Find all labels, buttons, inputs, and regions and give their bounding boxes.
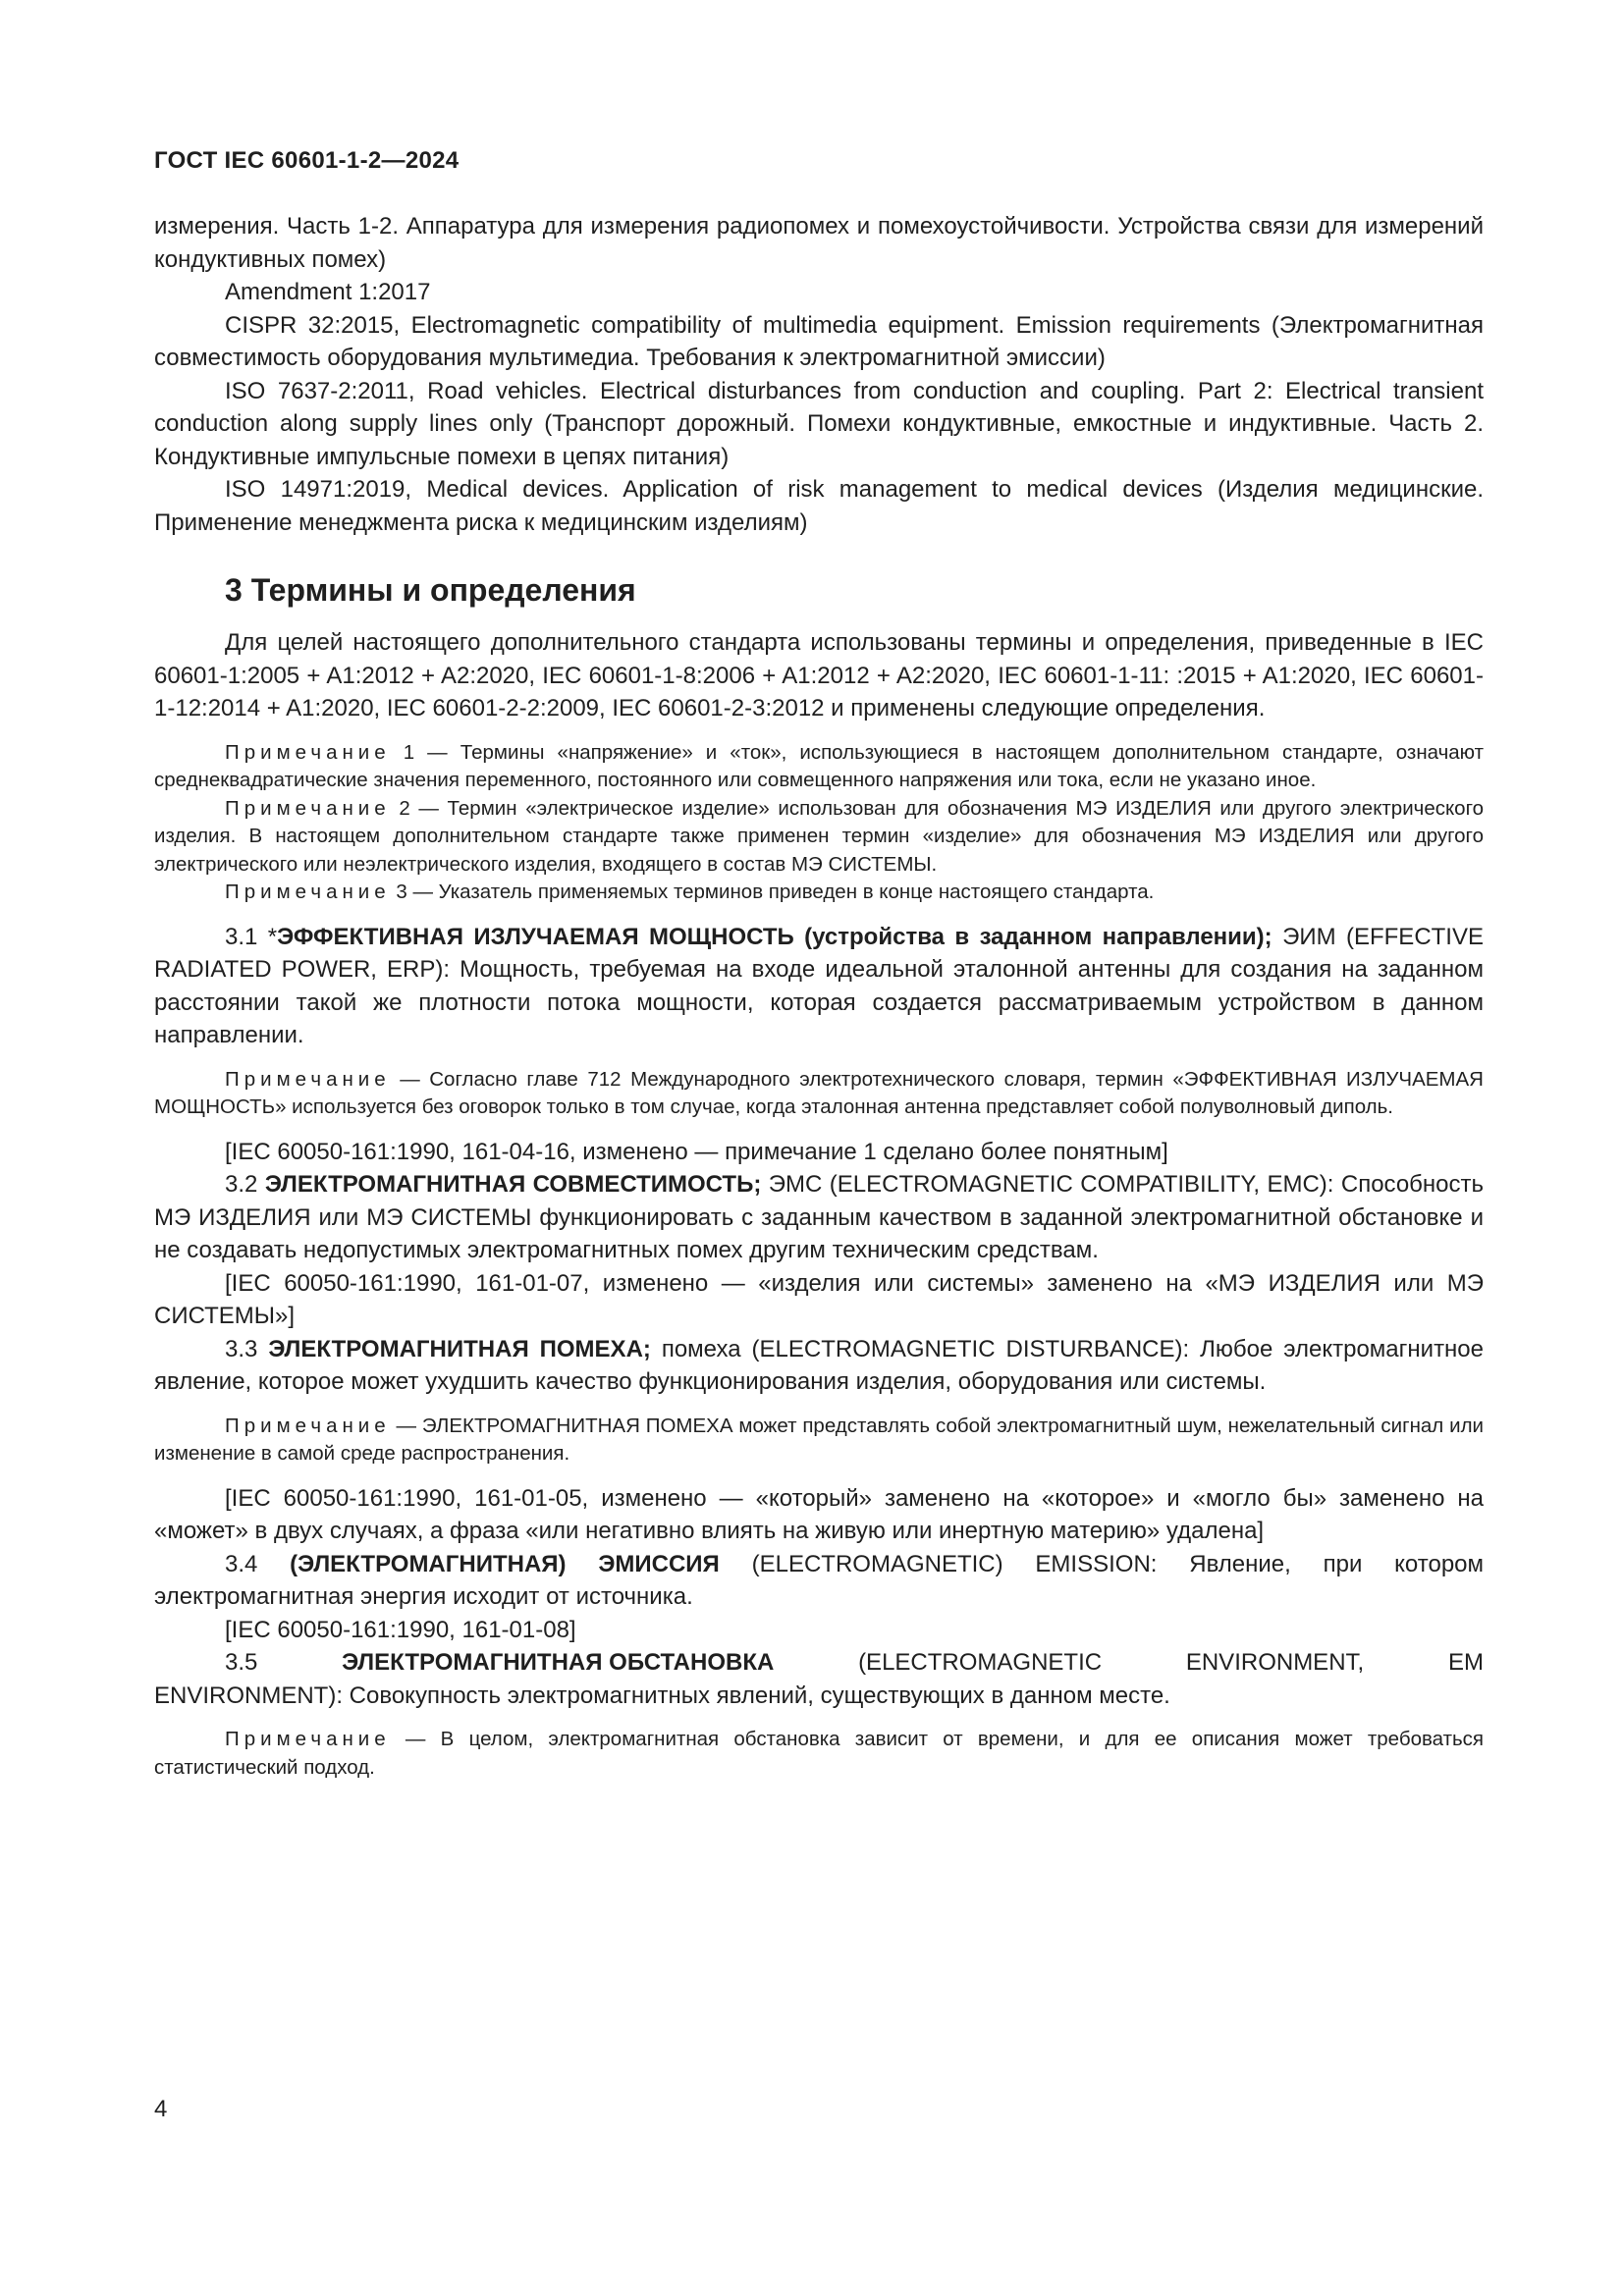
note-label: Примечание — [225, 796, 391, 820]
note — [154, 879, 1484, 907]
note-label: Примечание — [225, 1067, 391, 1091]
term-word: EM — [1447, 1649, 1484, 1676]
term-definition: ENVIRONMENT): Совокупность электромагнитных явлений, существующих в данном месте. — [154, 1682, 1170, 1709]
term-definition: помеха (ELECTROMAGNETIC DISTURBANCE): Любое электромагнитное явление, которое может ухудшить качество функционирования изделия, оборудования или системы. — [154, 1335, 1485, 1395]
note — [154, 795, 1484, 880]
page-number: 4 — [154, 2096, 168, 2122]
term-number: 3.4 — [225, 1550, 291, 1577]
term-source: [IEC 60050-161:1990, 161-01-08] — [225, 1616, 576, 1643]
note — [154, 1726, 1484, 1782]
term-title: ЭЛЕКТРОМАГНИТНАЯ ПОМЕХА; — [268, 1335, 651, 1362]
term-word: ENVIRONMENT, — [1185, 1649, 1365, 1676]
document-page — [154, 147, 1484, 1782]
note-label: Примечание — [225, 740, 391, 764]
note-label: Примечание — [225, 1728, 391, 1750]
reference-text: Amendment 1:2017 — [225, 279, 431, 305]
term-source: [IEC 60050-161:1990, 161-04-16, изменено — примечание 1 сделано более понятным] — [225, 1138, 1168, 1165]
term-source: [IEC 60050-161:1990, 161-01-05, изменено — «который» заменено на «которое» и «могло бы» заменено на «может» в двух случаях, а фраза «или негативно влиять на живую или инертную материю» удалена] — [154, 1484, 1484, 1544]
term-definition: ЭИМ (EFFECTIVE RADIATED POWER, ERP): Мощность, требуемая на входе идеальной эталонной антенны для создания на заданном расстоянии такой же плотности потока мощности, которая создается рассматриваемым устройством в данном направлении. — [154, 923, 1484, 1048]
term-definition: ЭМС (ELECTROMAGNETIC COMPATIBILITY, EMC): Способность МЭ ИЗДЕЛИЯ или МЭ СИСТЕМЫ функционировать с заданным качеством в заданной электромагнитной обстановке и не создавать недопустимых электромагнитных помех другим техническим средствам. — [154, 1171, 1485, 1263]
term-3-2 — [154, 1168, 1484, 1267]
term-3-3 — [154, 1333, 1484, 1399]
note-text: — В целом, электромагнитная обстановка зависит от времени, и для ее описания может требоваться статистический подход. — [154, 1728, 1484, 1779]
term-number: 3.2 — [225, 1171, 265, 1198]
term-title: ЭФФЕКТИВНАЯ ИЗЛУЧАЕМАЯ МОЩНОСТЬ (устройства в заданном направлении); — [277, 923, 1272, 950]
note-label: Примечание — [225, 1414, 391, 1437]
note-text: — Согласно главе 712 Международного электротехнического словаря, термин «ЭФФЕКТИВНАЯ ИЗЛУЧАЕМАЯ МОЩНОСТЬ» используется без оговорок только в том случае, когда эталонная антенна представляет собой полуволновый диполь. — [154, 1067, 1484, 1118]
term-number: 3.3 — [225, 1335, 269, 1362]
term-title: ЭЛЕКТРОМАГНИТНАЯ ОБСТАНОВКА — [342, 1649, 775, 1676]
note-number: 1 — — [403, 740, 460, 764]
term-word: (ELECTROMAGNETIC — [858, 1649, 1103, 1676]
term-definition: (ELECTROMAGNETIC) EMISSION: Явление, при котором электромагнитная энергия исходит от источника. — [154, 1550, 1485, 1610]
reference-text: ISO 7637-2:2011, Road vehicles. Electrical disturbances from conduction and coupling. Part 2: Electrical transient conduction along supply lines only (Транспорт дорожный. Помехи кондуктивные, емкостные и индуктивные. Часть 2. Кондуктивные импульсные помехи в цепях питания) — [154, 377, 1484, 470]
reference-text: CISPR 32:2015, Electromagnetic compatibility of multimedia equipment. Emission requirements (Электромагнитная совместимость оборудования мультимедиа. Требования к электромагнитной эмиссии) — [154, 311, 1484, 371]
section-title: 3 Термины и определения — [225, 572, 636, 608]
term-title: (ЭЛЕКТРОМАГНИТНАЯ) ЭМИССИЯ — [290, 1550, 720, 1577]
note-text: Указатель применяемых терминов приведен в конце настоящего стандарта. — [438, 881, 1155, 903]
term-number: 3.5 — [225, 1649, 258, 1676]
note-text: Термины «напряжение» и «ток», использующиеся в настоящем дополнительном стандарте, означают среднеквадратические значения переменного, постоянного или совмещенного напряжения или тока, если не указано иное. — [154, 740, 1484, 791]
note-number: 2 — — [399, 796, 448, 820]
note-text: — ЭЛЕКТРОМАГНИТНАЯ ПОМЕХА может представлять собой электромагнитный шум, нежелательный сигнал или изменение в самой среде распространения. — [154, 1414, 1484, 1465]
note-label: Примечание — [225, 881, 391, 903]
document-header: ГОСТ IEC 60601-1-2—2024 — [154, 147, 460, 174]
note — [154, 1066, 1484, 1122]
term-3-5 — [154, 1646, 1484, 1680]
section-intro: Для целей настоящего дополнительного стандарта использованы термины и определения, приведенные в IEC 60601-1:2005 + A1:2012 + A2:2020, IEC 60601-1-8:2006 + A1:2012 + A2:2020, IEC 60601-1-11: :2015 + A1:2020, IEC 60601-1-12:2014 + A1:2020, IEC 60601-2-2:2009, IEC 60601-2-3:2012 и применены следующие определения. — [154, 629, 1484, 721]
reference-text: ISO 14971:2019, Medical devices. Application of risk management to medical devices (Изделия медицинские. Применение менеджмента риска к медицинским изделиям) — [154, 476, 1484, 536]
reference-text: измерения. Часть 1-2. Аппаратура для измерения радиопомех и помехоустойчивости. Устройства связи для измерений кондуктивных помех) — [154, 213, 1484, 273]
note-number: 3 — — [396, 881, 439, 903]
term-title: ЭЛЕКТРОМАГНИТНАЯ СОВМЕСТИМОСТЬ; — [264, 1171, 762, 1198]
term-3-1 — [154, 921, 1484, 1052]
term-source: [IEC 60050-161:1990, 161-01-07, изменено — «изделия или системы» заменено на «МЭ ИЗДЕЛИЯ или МЭ СИСТЕМЫ»] — [154, 1269, 1484, 1329]
note — [154, 1413, 1484, 1468]
note-text: Термин «электрическое изделие» использован для обозначения МЭ ИЗДЕЛИЯ или другого электрического изделия. В настоящем дополнительном стандарте также применен термин «изделие» для обозначения МЭ ИЗДЕЛИЯ или другого электрического или неэлектрического изделия, входящего в состав МЭ СИСТЕМЫ. — [154, 796, 1484, 876]
term-number: 3.1 * — [225, 923, 278, 950]
term-3-4 — [154, 1548, 1484, 1614]
note — [154, 739, 1484, 795]
